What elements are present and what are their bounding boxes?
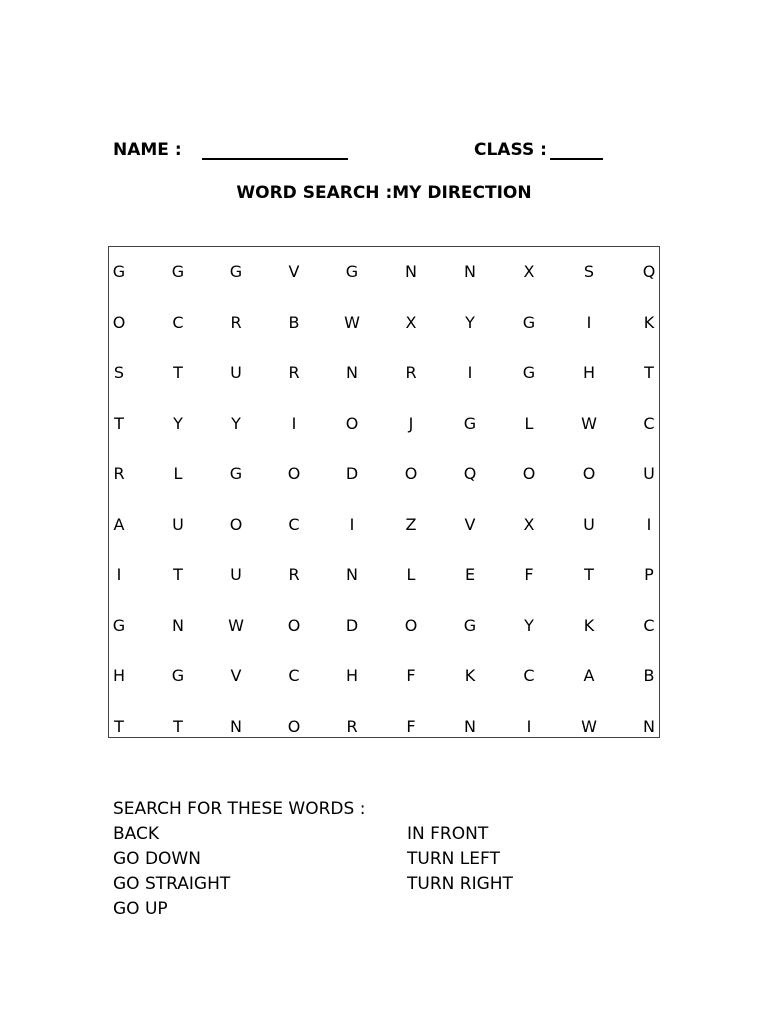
grid-letter[interactable]: E	[464, 565, 476, 584]
grid-letter[interactable]: C	[523, 666, 535, 685]
word-list-item: GO STRAIGHT	[113, 874, 231, 894]
grid-letter[interactable]: O	[287, 615, 301, 635]
grid-letter[interactable]: C	[172, 312, 184, 332]
grid-letter[interactable]: O	[287, 464, 301, 483]
grid-letter[interactable]: N	[464, 262, 476, 281]
grid-letter[interactable]: Y	[465, 312, 475, 332]
grid-letter[interactable]: G	[112, 615, 126, 635]
word-list-item: TURN RIGHT	[407, 874, 513, 894]
grid-letter[interactable]: G	[463, 413, 477, 433]
grid-letter[interactable]: F	[406, 716, 416, 736]
grid-letter[interactable]: T	[114, 716, 124, 736]
grid-letter[interactable]: O	[229, 514, 243, 534]
grid-letter[interactable]: D	[345, 464, 359, 483]
word-list-item: BACK	[113, 824, 160, 844]
grid-letter[interactable]: O	[345, 413, 359, 433]
grid-row	[109, 611, 659, 661]
grid-letter[interactable]: I	[291, 413, 297, 433]
grid-letter[interactable]: G	[112, 262, 126, 281]
grid-letter[interactable]: H	[582, 363, 596, 382]
grid-letter[interactable]: G	[345, 262, 359, 281]
grid-letter[interactable]: I	[586, 312, 592, 332]
grid-letter[interactable]: L	[406, 565, 416, 584]
grid-letter[interactable]: O	[582, 464, 596, 483]
grid-letter[interactable]: H	[345, 666, 359, 685]
grid-letter[interactable]: H	[112, 666, 126, 685]
grid-letter[interactable]: B	[288, 312, 300, 332]
grid-letter[interactable]: U	[230, 565, 242, 584]
grid-letter[interactable]: X	[405, 312, 417, 332]
grid-letter[interactable]: T	[173, 716, 183, 736]
grid-letter[interactable]: A	[583, 666, 595, 685]
grid-letter[interactable]: K	[643, 312, 655, 332]
grid-row	[109, 257, 659, 307]
grid-letter[interactable]: R	[288, 565, 300, 584]
grid-letter[interactable]: Z	[405, 514, 417, 534]
grid-letter[interactable]: L	[173, 464, 183, 483]
grid-letter[interactable]: V	[288, 262, 300, 281]
word-list-item: GO UP	[113, 899, 168, 919]
grid-letter[interactable]: N	[464, 716, 476, 736]
class-blank-line[interactable]	[550, 158, 603, 160]
grid-letter[interactable]: O	[404, 464, 418, 483]
grid-letter[interactable]: T	[114, 413, 124, 433]
grid-letter[interactable]: N	[172, 615, 184, 635]
grid-letter[interactable]: Y	[173, 413, 183, 433]
header	[113, 140, 613, 164]
grid-letter[interactable]: C	[643, 413, 655, 433]
grid-letter[interactable]: N	[346, 565, 358, 584]
grid-letter[interactable]: J	[408, 413, 414, 433]
grid-letter[interactable]: O	[404, 615, 418, 635]
grid-row	[109, 661, 659, 711]
grid-row	[109, 510, 659, 560]
grid-letter[interactable]: X	[523, 262, 535, 281]
grid-letter[interactable]: V	[230, 666, 242, 685]
grid-letter[interactable]: B	[643, 666, 655, 685]
grid-letter[interactable]: S	[583, 262, 595, 281]
grid-letter[interactable]: K	[464, 666, 476, 685]
grid-letter[interactable]: R	[346, 716, 358, 736]
grid-letter[interactable]: F	[406, 666, 416, 685]
grid-letter[interactable]: G	[229, 464, 243, 483]
grid-letter[interactable]: Y	[231, 413, 241, 433]
grid-letter[interactable]: G	[463, 615, 477, 635]
grid-letter[interactable]: O	[522, 464, 536, 483]
grid-row	[109, 409, 659, 459]
grid-letter[interactable]: N	[230, 716, 242, 736]
grid-letter[interactable]: S	[113, 363, 125, 382]
grid-row	[109, 459, 659, 509]
grid-letter[interactable]: F	[524, 565, 534, 584]
grid-row	[109, 560, 659, 610]
word-list-item: TURN LEFT	[407, 849, 500, 869]
grid-letter[interactable]: I	[349, 514, 355, 534]
grid-letter[interactable]: X	[523, 514, 535, 534]
grid-letter[interactable]: I	[467, 363, 473, 382]
grid-row	[109, 358, 659, 408]
grid-row	[109, 308, 659, 358]
grid-letter[interactable]: W	[228, 615, 244, 635]
grid-letter[interactable]: I	[646, 514, 652, 534]
grid-letter[interactable]: R	[405, 363, 417, 382]
grid-letter[interactable]: D	[345, 615, 359, 635]
grid-letter[interactable]: U	[230, 363, 242, 382]
grid-letter[interactable]: A	[113, 514, 125, 534]
grid-letter[interactable]: O	[112, 312, 126, 332]
grid-letter[interactable]: T	[584, 565, 594, 584]
page-title: WORD SEARCH :MY DIRECTION	[236, 183, 532, 203]
grid-letter[interactable]: Y	[524, 615, 534, 635]
grid-letter[interactable]: P	[644, 565, 654, 584]
grid-letter[interactable]: N	[643, 716, 655, 736]
word-list-item: IN FRONT	[407, 824, 489, 844]
grid-letter[interactable]: C	[643, 615, 655, 635]
grid-letter[interactable]: R	[230, 312, 242, 332]
word-search-grid	[108, 246, 660, 738]
grid-letter[interactable]: Q	[463, 464, 477, 483]
grid-letter[interactable]: W	[581, 413, 597, 433]
grid-letter[interactable]: G	[171, 262, 185, 281]
grid-letter[interactable]: T	[173, 363, 183, 382]
grid-letter[interactable]: N	[346, 363, 358, 382]
grid-letter[interactable]: G	[522, 363, 536, 382]
grid-letter[interactable]: L	[524, 413, 534, 433]
grid-letter[interactable]: U	[583, 514, 595, 534]
grid-letter[interactable]: N	[405, 262, 417, 281]
name-label: NAME :	[113, 140, 182, 160]
grid-letter[interactable]: T	[173, 565, 183, 584]
grid-letter[interactable]: C	[288, 514, 300, 534]
word-list-heading: SEARCH FOR THESE WORDS :	[113, 799, 366, 819]
name-blank-line[interactable]	[202, 158, 348, 160]
grid-letter[interactable]: V	[464, 514, 476, 534]
grid-letter[interactable]: O	[287, 716, 301, 736]
grid-letter[interactable]: R	[288, 363, 300, 382]
grid-letter[interactable]: T	[644, 363, 654, 382]
class-label: CLASS :	[474, 140, 547, 160]
grid-letter[interactable]: I	[526, 716, 532, 736]
grid-row	[109, 712, 659, 762]
grid-letter[interactable]: R	[113, 464, 125, 483]
grid-letter[interactable]: U	[172, 514, 184, 534]
word-list-item: GO DOWN	[113, 849, 201, 869]
grid-letter[interactable]: Q	[642, 262, 656, 281]
grid-letter[interactable]: W	[344, 312, 360, 332]
grid-letter[interactable]: I	[116, 565, 122, 584]
grid-letter[interactable]: U	[643, 464, 655, 483]
grid-letter[interactable]: G	[229, 262, 243, 281]
grid-letter[interactable]: G	[171, 666, 185, 685]
grid-letter[interactable]: G	[522, 312, 536, 332]
grid-letter[interactable]: K	[583, 615, 595, 635]
grid-letter[interactable]: C	[288, 666, 300, 685]
grid-letter[interactable]: W	[581, 716, 597, 736]
